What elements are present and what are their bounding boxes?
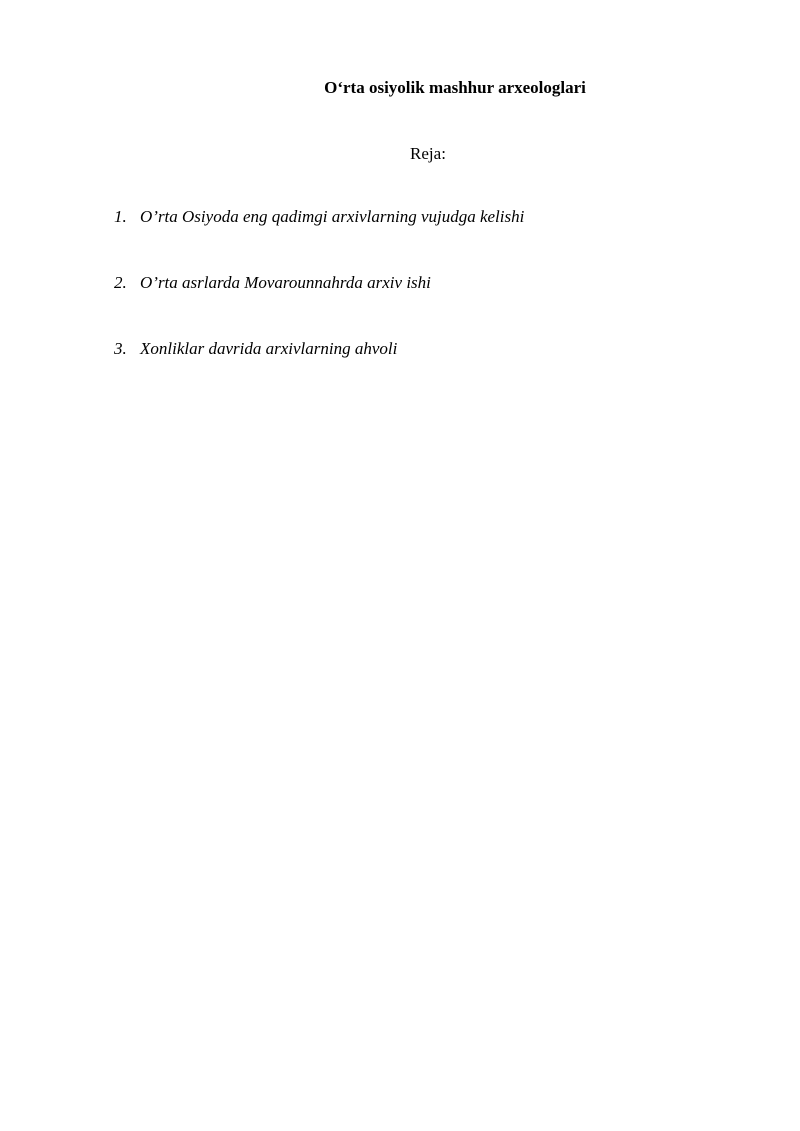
- list-item-text: Xonliklar davrida arxivlarning ahvoli: [140, 339, 398, 358]
- list-item: [114, 337, 714, 403]
- list-item-number: 1.: [114, 207, 127, 226]
- document-title: O‘rta osiyolik mashhur arxeologlari: [324, 78, 586, 97]
- list-item-number: 2.: [114, 273, 127, 292]
- list-item-number: 3.: [114, 339, 127, 358]
- plan-list: [114, 205, 714, 403]
- list-item-text: O’rta asrlarda Movarounnahrda arxiv ishi: [140, 273, 431, 292]
- list-item-text: O’rta Osiyoda eng qadimgi arxivlarning vujudga kelishi: [140, 207, 525, 226]
- list-item: [114, 271, 714, 337]
- list-item: [114, 205, 714, 271]
- plan-heading: Reja:: [410, 144, 446, 163]
